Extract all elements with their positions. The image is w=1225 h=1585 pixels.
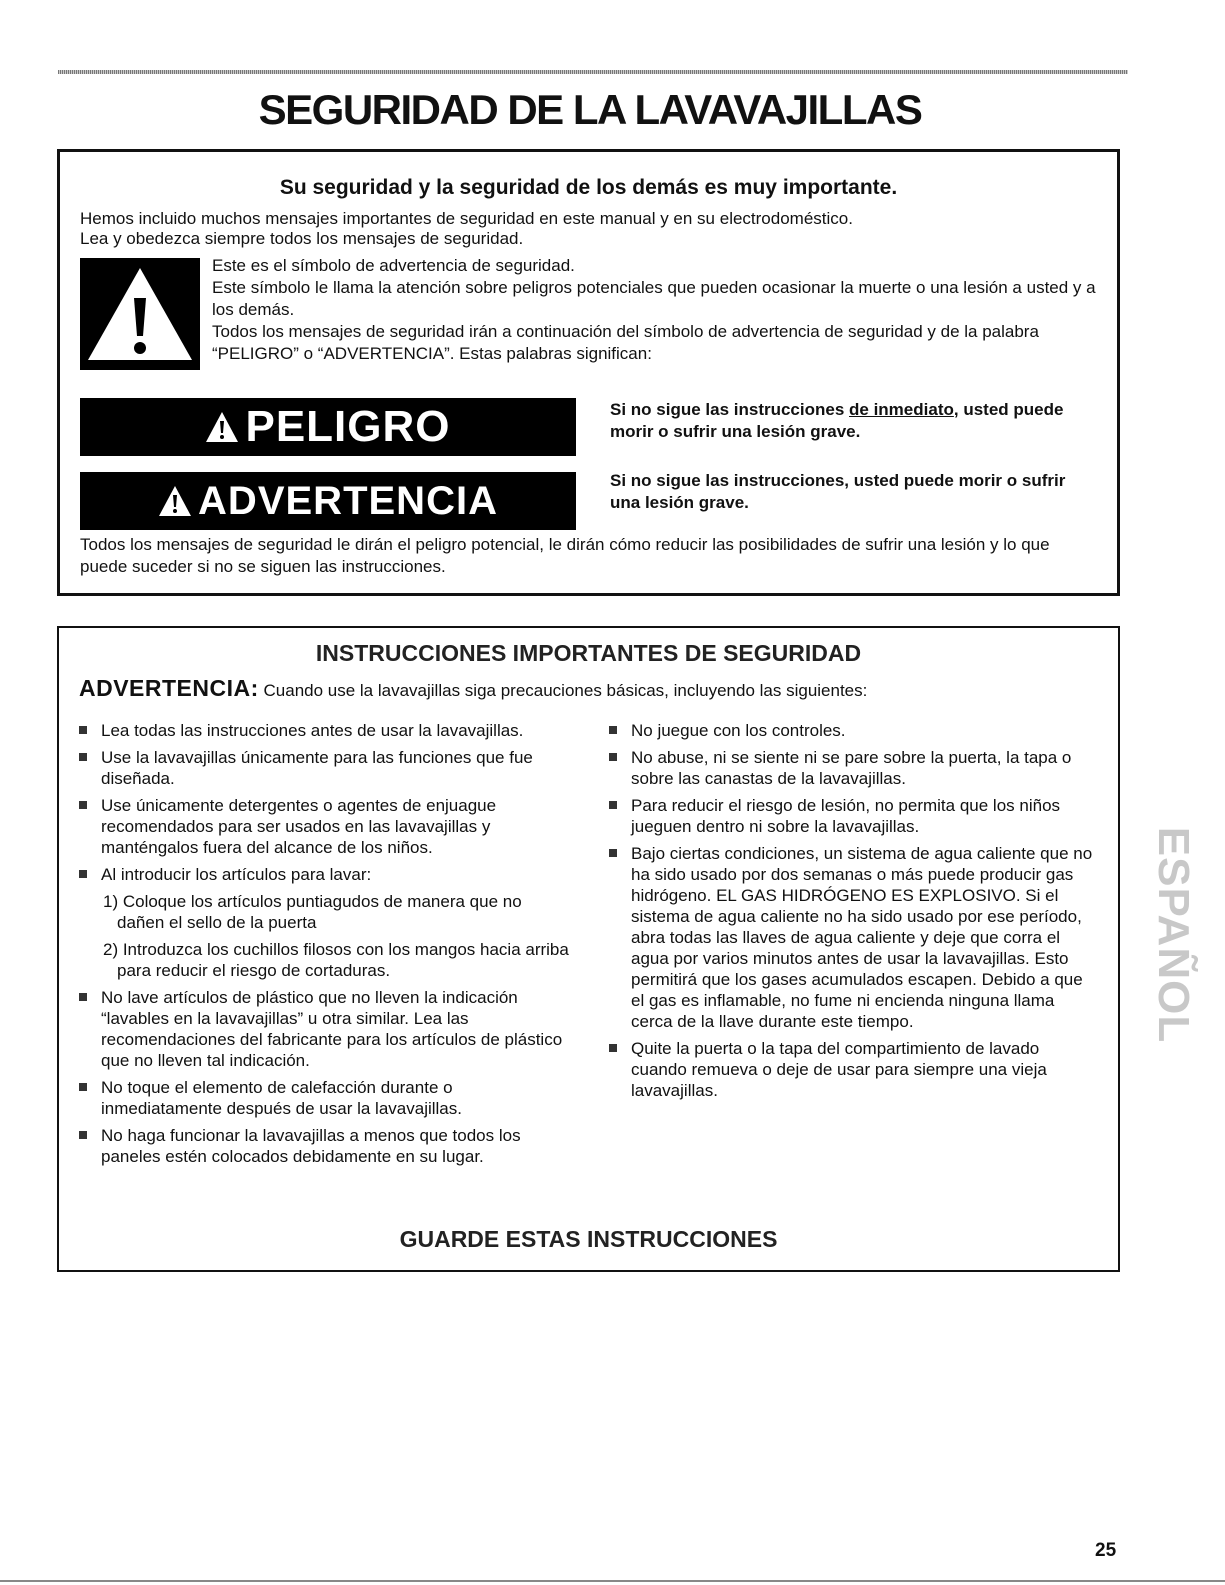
bullet-square-icon xyxy=(609,753,617,761)
instructions-box xyxy=(57,626,1120,1272)
safety-box-heading: Su seguridad y la seguridad de los demás es muy importante. xyxy=(279,176,898,199)
bullet-square-icon xyxy=(79,801,87,809)
safety-symbol-description xyxy=(212,255,1102,365)
list-item xyxy=(79,987,569,1071)
warning-label: ADVERTENCIA: xyxy=(79,675,259,701)
bullet-square-icon xyxy=(79,870,87,878)
list-item xyxy=(609,747,1099,789)
peligro-description xyxy=(610,399,1100,443)
list-item xyxy=(79,1077,569,1119)
list-item-text: Use la lavavajillas únicamente para las funciones que fue diseñada. xyxy=(101,748,533,788)
list-item xyxy=(609,720,1099,741)
bullet-square-icon xyxy=(79,993,87,1001)
list-item xyxy=(79,720,569,741)
peligro-desc-before: Si no sigue las instrucciones xyxy=(610,400,850,419)
advertencia-description xyxy=(610,470,1100,514)
list-item-text: No lave artículos de plástico que no lleven la indicación “lavables en la lavavajillas” u otra similar. Lea las recomendaciones del fabricante para los artículos de plástico que no lleven tal indicación. xyxy=(101,988,563,1070)
list-subitem: 1) Coloque los artículos puntiagudos de manera que no dañen el sello de la puerta xyxy=(103,892,522,932)
safety-alert-triangle-icon xyxy=(80,258,200,370)
list-item xyxy=(79,864,569,885)
list-item xyxy=(79,1125,569,1167)
peligro-signal-word: PELIGRO xyxy=(245,402,451,451)
safety-intro-line-2: Lea y obedezca siempre todos los mensajes de seguridad. xyxy=(80,229,524,248)
peligro-desc-after: , usted puede morir o sufrir una lesión grave. xyxy=(610,400,1064,441)
peligro-desc-underlined: de inmediato xyxy=(849,400,954,419)
advertencia-desc-before: Si no sigue las instrucciones, usted puede morir o sufrir una lesión grave. xyxy=(610,471,1066,512)
bullet-square-icon xyxy=(79,726,87,734)
bullet-square-icon xyxy=(79,753,87,761)
list-item-text: Al introducir los artículos para lavar: xyxy=(101,865,372,884)
language-side-tab-label: ESPAÑOL xyxy=(1149,826,1198,1044)
advertencia-signal-bar xyxy=(80,472,576,530)
list-item xyxy=(609,1038,1099,1101)
list-subitem: 2) Introduzca los cuchillos filosos con los mangos hacia arriba para reducir el riesgo de cortaduras. xyxy=(103,940,569,980)
bullet-square-icon xyxy=(79,1083,87,1091)
list-item-text: No toque el elemento de calefacción durante o inmediatamente después de usar la lavavajillas. xyxy=(101,1078,462,1118)
list-item-text: No haga funcionar la lavavajillas a menos que todos los paneles estén colocados debidamente en su lugar. xyxy=(101,1126,521,1166)
language-side-tab xyxy=(1138,800,1208,1070)
bullet-square-icon xyxy=(609,849,617,857)
warning-line xyxy=(79,675,867,702)
list-item-text: Use únicamente detergentes o agentes de enjuague recomendados para ser usados en las lavavajillas y manténgalos fuera del alcance de los niños. xyxy=(101,796,497,857)
list-item-text: Bajo ciertas condiciones, un sistema de agua caliente que no ha sido usado por dos semanas o más puede producir gas hidrógeno. EL GAS HIDRÓGENO ES EXPLOSIVO. Si el sistema de agua caliente no ha sido usado por ese período, abra todas las llaves de agua caliente y deje que corra el agua por varios minutos antes de usar la lavavajillas. Esto permitirá que los gases acumulados escapen. Debido a que el gas es inflamable, no fume ni encienda ninguna llama cerca de la llave durante este tiempo. xyxy=(631,844,1093,1031)
warning-text: Cuando use la lavavajillas siga precauciones básicas, incluyendo las siguientes: xyxy=(258,681,868,700)
safety-importance-box xyxy=(57,149,1120,596)
safety-intro-line-1: Hemos incluido muchos mensajes importantes de seguridad en este manual y en su electrodoméstico. xyxy=(80,209,853,228)
bullet-square-icon xyxy=(609,801,617,809)
peligro-signal-bar xyxy=(80,398,576,456)
page-title: SEGURIDAD DE LA LAVAVAJILLAS xyxy=(258,86,922,133)
list-item-text: Lea todas las instrucciones antes de usar la lavavajillas. xyxy=(101,721,524,740)
bullet-square-icon xyxy=(609,1044,617,1052)
advertencia-signal-word: ADVERTENCIA xyxy=(198,478,498,523)
top-rule xyxy=(58,70,1128,74)
list-item xyxy=(609,843,1099,1032)
safety-box-footer: Todos los mensajes de seguridad le dirán el peligro potencial, le dirán cómo reducir las posibilidades de sufrir una lesión y lo que puede suceder si no se siguen las instrucciones. xyxy=(80,535,1050,576)
instructions-heading: INSTRUCCIONES IMPORTANTES DE SEGURIDAD xyxy=(315,640,862,666)
symbol-line-3: Todos los mensajes de seguridad irán a continuación del símbolo de advertencia de seguridad y de la palabra “PELIGRO” o “ADVERTENCIA”. Estas palabras significan: xyxy=(212,322,1039,363)
list-item-text: Quite la puerta o la tapa del compartimiento de lavado cuando remueva o deje de usar para siempre una vieja lavavajillas. xyxy=(631,1039,1047,1100)
list-item xyxy=(79,747,569,789)
instructions-left-list xyxy=(79,720,569,1173)
alert-triangle-icon xyxy=(158,484,192,518)
symbol-line-1: Este es el símbolo de advertencia de seguridad. xyxy=(212,256,575,275)
list-item xyxy=(79,795,569,858)
symbol-line-2: Este símbolo le llama la atención sobre peligros potenciales que pueden ocasionar la muerte o una lesión a usted y a los demás. xyxy=(212,278,1096,319)
bullet-square-icon xyxy=(609,726,617,734)
list-item-text: No juegue con los controles. xyxy=(631,721,846,740)
bottom-rule xyxy=(0,1580,1225,1582)
instructions-right-list xyxy=(609,720,1099,1107)
bullet-square-icon xyxy=(79,1131,87,1139)
list-item-text: No abuse, ni se siente ni se pare sobre la puerta, la tapa o sobre las canastas de la lavavajillas. xyxy=(631,748,1072,788)
page-number: 25 xyxy=(1095,1540,1117,1561)
list-item xyxy=(609,795,1099,837)
save-instructions-footer: GUARDE ESTAS INSTRUCCIONES xyxy=(399,1226,778,1252)
list-item-text: Para reducir el riesgo de lesión, no permita que los niños jueguen dentro ni sobre la lavavajillas. xyxy=(631,796,1061,836)
alert-triangle-icon xyxy=(205,410,239,444)
